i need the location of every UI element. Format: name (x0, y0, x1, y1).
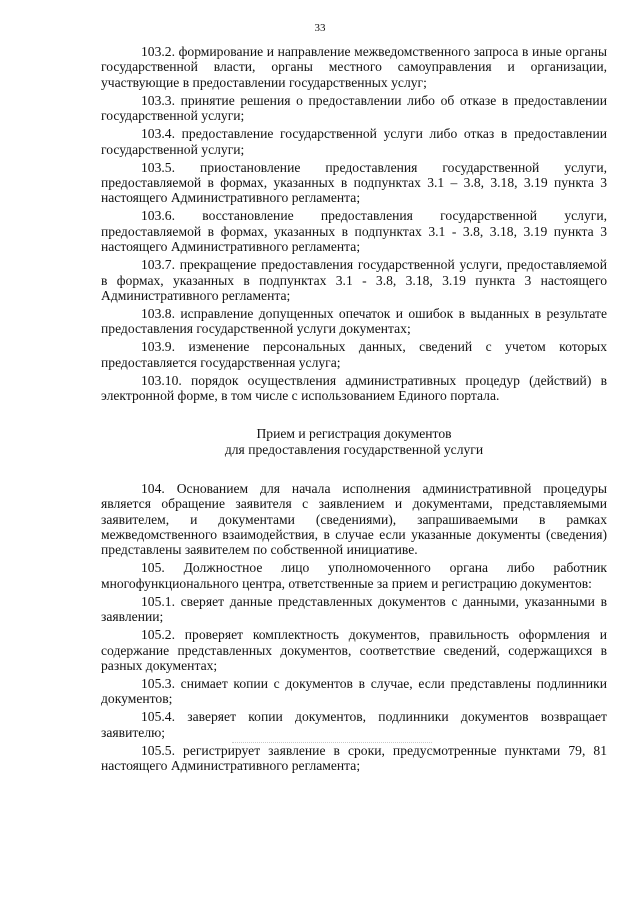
paragraph-105: 105. Должностное лицо уполномоченного органа либо работник многофункционального центра, ответственные за прием и регистрацию документов: (101, 560, 607, 591)
paragraph-105-5: 105.5. регистрирует заявление в сроки, предусмотренные пунктами 79, 81 настоящего Административного регламента; (101, 742, 607, 774)
paragraph-103-8: 103.8. исправление допущенных опечаток и ошибок в выданных в результате предоставления государственной услуги документах; (101, 306, 607, 337)
paragraph-105-3: 105.3. снимает копии с документов в случае, если представлены подлинники документов; (101, 675, 607, 707)
paragraph-103-6: 103.6. восстановление предоставления государственной услуги, предоставляемой в формах, указанных в подпунктах 3.1 - 3.8, 3.18, 3.19 пункта 3 настоящего Административного регламента; (101, 208, 607, 255)
section-heading-line-2: для предоставления государственной услуги (224, 442, 484, 458)
section-heading-line-1: Прием и регистрация документов (256, 425, 452, 441)
scan-artifact-rule (232, 742, 432, 743)
paragraph-105-4: 105.4. заверяет копии документов, подлинники документов возвращает заявителю; (101, 709, 607, 740)
paragraph-103-5: 103.5. приостановление предоставления государственной услуги, предоставляемой в формах, указанных в подпунктах 3.1 – 3.8, 3.18, 3.19 пункта 3 настоящего Административного регламента; (101, 159, 607, 206)
paragraph-103-2: 103.2. формирование и направление межведомственного запроса в иные органы государственной власти, органы местного самоуправления и организации, участвующие в предоставлении государственных услуг; (101, 44, 607, 90)
paragraph-list-top (101, 44, 607, 404)
paragraph-list-bottom (101, 481, 607, 774)
paragraph-105-2: 105.2. проверяет комплектность документов, правильность оформления и содержание представленных документов, соответствие сведений, содержащихся в разных документах; (101, 627, 607, 673)
document-body (101, 44, 607, 776)
paragraph-103-4: 103.4. предоставление государственной услуги либо отказ в предоставлении государственной услуги; (101, 126, 607, 157)
section-heading (101, 426, 607, 459)
paragraph-103-10: 103.10. порядок осуществления административных процедур (действий) в электронной форме, в том числе с использованием Единого портала. (101, 372, 607, 404)
paragraph-104: 104. Основанием для начала исполнения административной процедуры является обращение заявителя с заявлением и документами, представляемыми заявителем, и документами (сведениями), запрашиваемыми в рамках межведомственного взаимодействия, в случае если указанные документы (сведения) представлены заявителем по собственной инициативе. (101, 480, 607, 558)
paragraph-105-1: 105.1. сверяет данные представленных документов с данными, указанными в заявлении; (101, 593, 607, 625)
page-number: 33 (314, 22, 326, 34)
paragraph-103-7: 103.7. прекращение предоставления государственной услуги, предоставляемой в формах, указанных в подпунктах 3.1 - 3.8, 3.18, 3.19 пункта 3 настоящего Административного регламента; (101, 257, 607, 304)
paragraph-103-9: 103.9. изменение персональных данных, сведений с учетом которых предоставляется государственная услуга; (101, 339, 607, 370)
paragraph-103-3: 103.3. принятие решения о предоставлении либо об отказе в предоставлении государственной услуги; (101, 92, 607, 124)
